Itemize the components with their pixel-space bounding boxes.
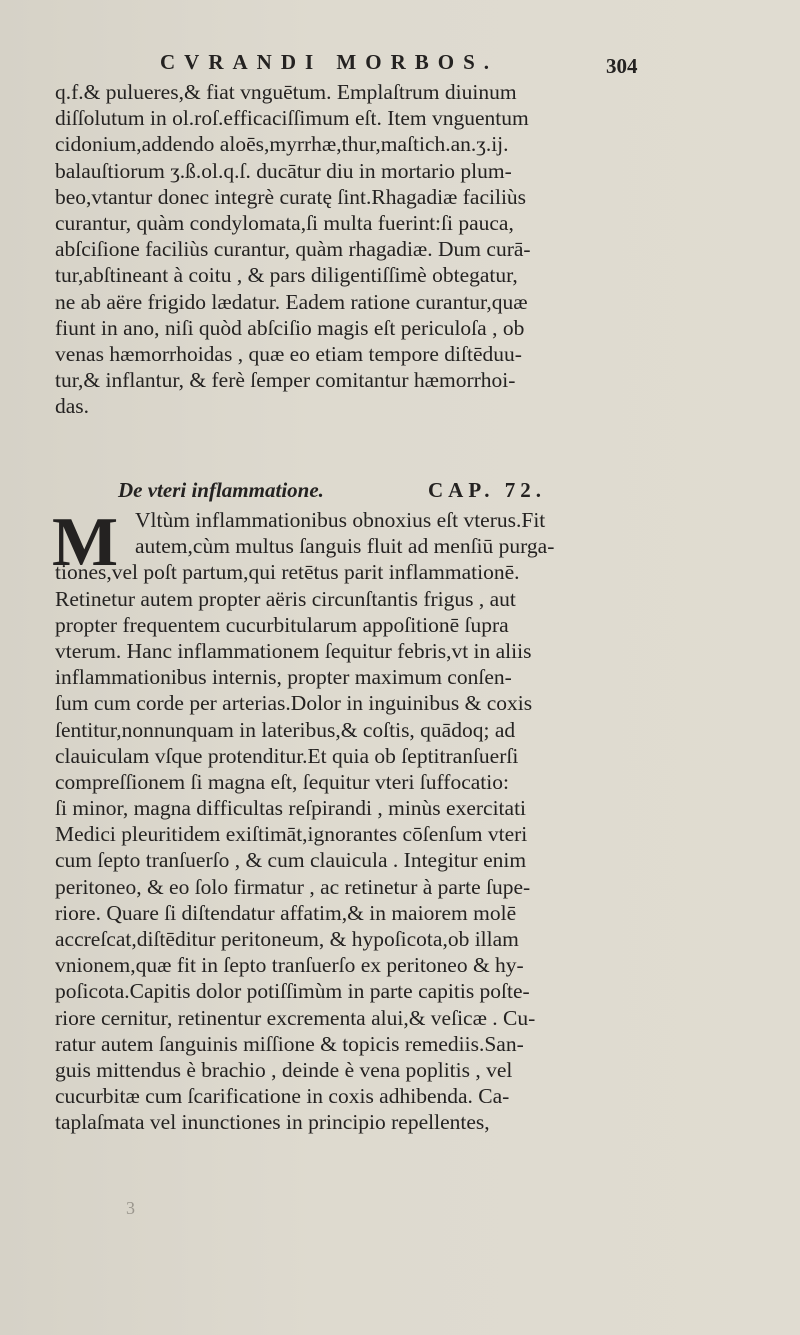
text-line: clauiculam vſque protenditur.Et quia ob ſeptitranſuerſi bbox=[55, 743, 519, 768]
footer-mark: 3 bbox=[126, 1198, 135, 1218]
text-line: venas hæmorrhoidas , quæ eo etiam tempore diſtēduu- bbox=[55, 341, 522, 366]
text-line: cum ſepto tranſuerſo , & cum clauicula . Integitur enim bbox=[55, 848, 527, 873]
text-line: guis mittendus è brachio , deinde è vena poplitis , vel bbox=[55, 1057, 513, 1082]
text-line: fiunt in ano, niſi quòd abſciſio magis eſt periculoſa , ob bbox=[55, 315, 525, 340]
text-line: balauſtiorum ʒ.ß.ol.q.ſ. ducātur diu in mortario plum- bbox=[55, 158, 512, 183]
text-line: beo,vtantur donec integrè curatę ſint.Rhagadiæ faciliùs bbox=[55, 184, 527, 209]
text-line: riore. Quare ſi diſtendatur affatim,& in maiorem molē bbox=[55, 900, 517, 925]
chapter-title: De vteri inflammatione. bbox=[118, 478, 324, 502]
text-line: ratur autem ſanguinis miſſione & topicis remediis.San- bbox=[55, 1031, 524, 1056]
text-line: vterum. Hanc inflammationem ſequitur febris,vt in aliis bbox=[55, 638, 532, 663]
text-line: compreſſionem ſi magna eſt, ſequitur vteri ſuffocatio: bbox=[55, 769, 509, 794]
text-line: taplaſmata vel inunctiones in principio repellentes, bbox=[55, 1110, 490, 1135]
text-line: cidonium,addendo aloēs,myrrhæ,thur,maſtich.an.ʒ.ij. bbox=[55, 132, 509, 157]
text-line: riore cernitur, retinentur excrementa alui,& veſicæ . Cu- bbox=[55, 1005, 536, 1030]
text-line: diſſolutum in ol.roſ.efficaciſſimum eſt. Item vnguentum bbox=[55, 106, 529, 131]
drop-cap: M bbox=[52, 504, 119, 581]
paragraph-1 bbox=[55, 79, 755, 419]
text-line: ne ab aëre frigido lædatur. Eadem ratione curantur,quæ bbox=[55, 289, 528, 314]
text-line: accreſcat,diſtēditur peritoneum, & hypoſicota,ob illam bbox=[55, 927, 519, 951]
text-line: tur,abſtineant à coitu , & pars diligentiſſimè obtegatur, bbox=[55, 263, 518, 288]
chapter-number: CAP. 72. bbox=[428, 478, 546, 502]
text-line: peritoneo, & eo ſolo firmatur , ac retinetur à parte ſupe- bbox=[55, 874, 531, 899]
text-line: autem,cùm multus ſanguis fluit ad menſiū purga- bbox=[135, 534, 555, 559]
running-header: CVRANDI MORBOS. bbox=[160, 50, 499, 74]
text-line: cucurbitæ cum ſcarificatione in coxis adhibenda. Ca- bbox=[55, 1084, 510, 1109]
text-line: inflammationibus internis, propter maximum conſen- bbox=[55, 665, 512, 690]
text-line: ſi minor, magna difficultas reſpirandi , minùs exercitati bbox=[55, 796, 527, 821]
text-line: abſciſione faciliùs curantur, quàm rhagadiæ. Dum curā- bbox=[55, 237, 531, 262]
text-line: propter frequentem cucurbitularum appoſitionē ſupra bbox=[55, 612, 509, 637]
chapter-heading bbox=[118, 478, 718, 503]
text-line: das. bbox=[55, 394, 90, 419]
text-line: ſentitur,nonnunquam in lateribus,& coſtis, quādoq; ad bbox=[55, 717, 516, 742]
paragraph-2 bbox=[55, 507, 755, 1136]
text-line: vnionem,quæ fit in ſepto tranſuerſo ex peritoneo & hy- bbox=[55, 953, 524, 978]
text-line: ſum cum corde per arterias.Dolor in inguinibus & coxis bbox=[55, 691, 533, 716]
page-number: 304 bbox=[606, 54, 638, 78]
text-line: tiones,vel poſt partum,qui retētus parit inflammationē. bbox=[55, 560, 520, 585]
text-line: Retinetur autem propter aëris circunſtantis frigus , aut bbox=[55, 586, 516, 611]
text-line: q.f.& pulueres,& fiat vnguētum. Emplaſtrum diuinum bbox=[55, 80, 517, 104]
text-line: Vltùm inflammationibus obnoxius eſt vterus.Fit bbox=[135, 508, 546, 532]
text-line: poſicota.Capitis dolor potiſſimùm in parte capitis poſte- bbox=[55, 979, 530, 1004]
text-line: curantur, quàm condylomata,ſi multa fuerint:ſi pauca, bbox=[55, 210, 514, 235]
text-line: tur,& inflantur, & ferè ſemper comitantur hæmorrhoi- bbox=[55, 368, 516, 393]
text-line: Medici pleuritidem exiſtimāt,ignorantes cōſenſum vteri bbox=[55, 822, 528, 847]
